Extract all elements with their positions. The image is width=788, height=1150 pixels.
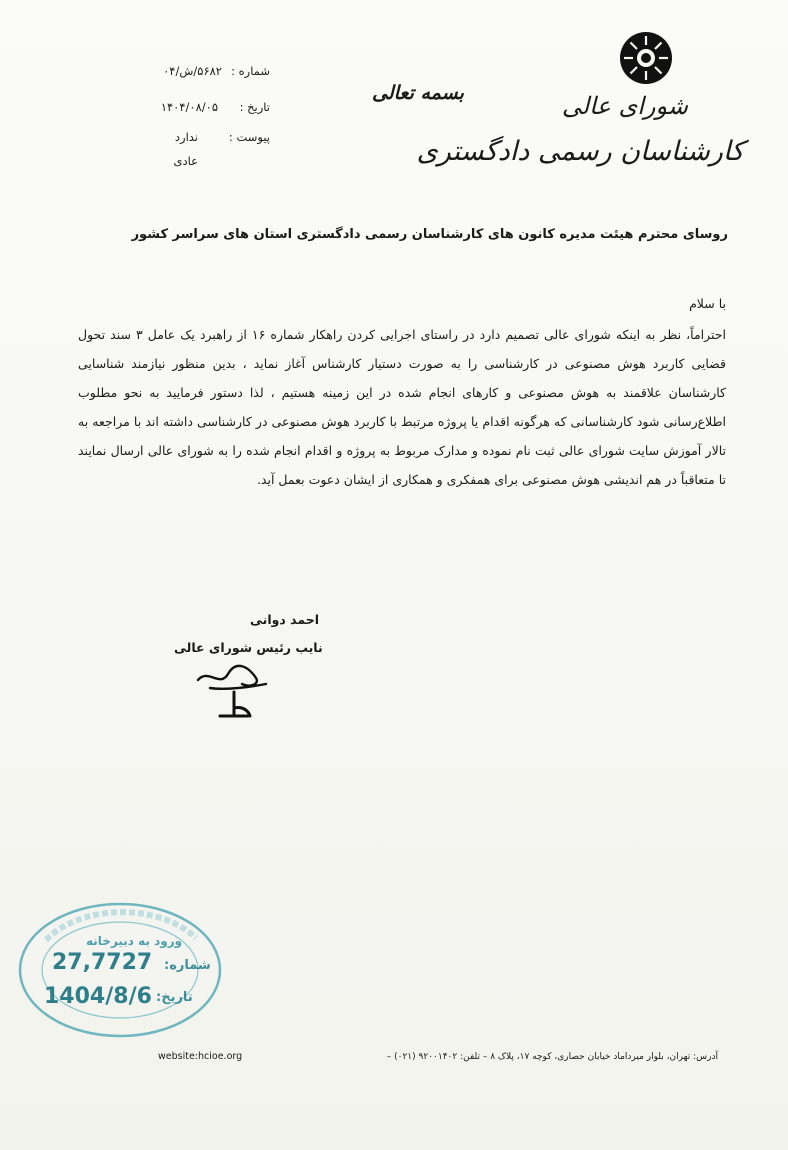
stamp-header: ورود به دبیرخانه (86, 934, 183, 948)
stamp-date-label: تاریخ: (156, 990, 193, 1005)
greeting: با سلام (689, 296, 726, 311)
stamp-number-value: 27,7727 (52, 950, 153, 975)
stamp-date-value: 1404/8/6 (44, 984, 152, 1009)
meta-number-value: ۵۶۸۲/ش/۰۴ (163, 64, 222, 78)
logo-bottom-text: کارشناسان رسمی دادگستری (416, 136, 744, 167)
letter-body: احتراماً، نظر به اینکه شورای عالی تصمیم دارد در راستای اجرایی کردن راهکار شماره ۱۶ از راهبرد یک عامل ۳ سند تحول قضایی کاربرد هوش مصنوعی در کارشناسی را به صورت دستیار کارشناس آغاز نماید ، بدین منظور نیازمند شناسایی کارشناسان علاقمند به هوش مصنوعی و کارهای انجام شده در این زمینه هستیم ، لذا دستور فرمایید به نحو مطلوب اطلاع‌رسانی شود کارشناسانی که هرگونه اقدام یا پروژه مرتبط با کاربرد هوش مصنوعی در کارشناسی داشته اند با مراجعه به تالار آموزش سایت شورای عالی ثبت نام نموده و مدارک مربوط به پروژه و اقدام انجام شده را به شورای عالی ارسال نمایند تا متعاقباً در هم اندیشی هوش مصنوعی برای همفکری و همکاری از ایشان دعوت بعمل آید. (78, 327, 726, 487)
logo-top-text: شورای عالی (561, 92, 688, 120)
footer-website: website:hcioe.org (158, 1051, 243, 1062)
handwritten-signature (190, 658, 280, 726)
meta-priority: عادی (173, 154, 198, 168)
secretariat-stamp (16, 900, 224, 1040)
meta-attachment-value: ندارد (174, 130, 198, 144)
meta-attachment-label: پیوست : (228, 130, 270, 144)
footer-address: آدرس: تهران، بلوار میرداماد خیابان حصاری، کوچه ۱۷، پلاک ۸ – تلفن: ۹۲۰۰۱۴۰۲ (۰۲۱) – (386, 1052, 718, 1062)
signatory-title: نایب رئیس شورای عالی (174, 640, 323, 655)
meta-date-value: ۱۴۰۴/۰۸/۰۵ (160, 100, 218, 114)
meta-number-label: شماره : (231, 64, 270, 78)
council-emblem-icon (618, 30, 674, 86)
bismillah-heading: بسمه تعالی (372, 82, 464, 104)
meta-date-label: تاریخ : (239, 100, 270, 114)
recipient-line: روسای محترم هیئت مدیره کانون های کارشناسان رسمی دادگستری استان های سراسر کشور (131, 227, 728, 242)
signatory-name: احمد دوانی (250, 612, 320, 627)
stamp-number-label: شماره: (164, 958, 211, 973)
